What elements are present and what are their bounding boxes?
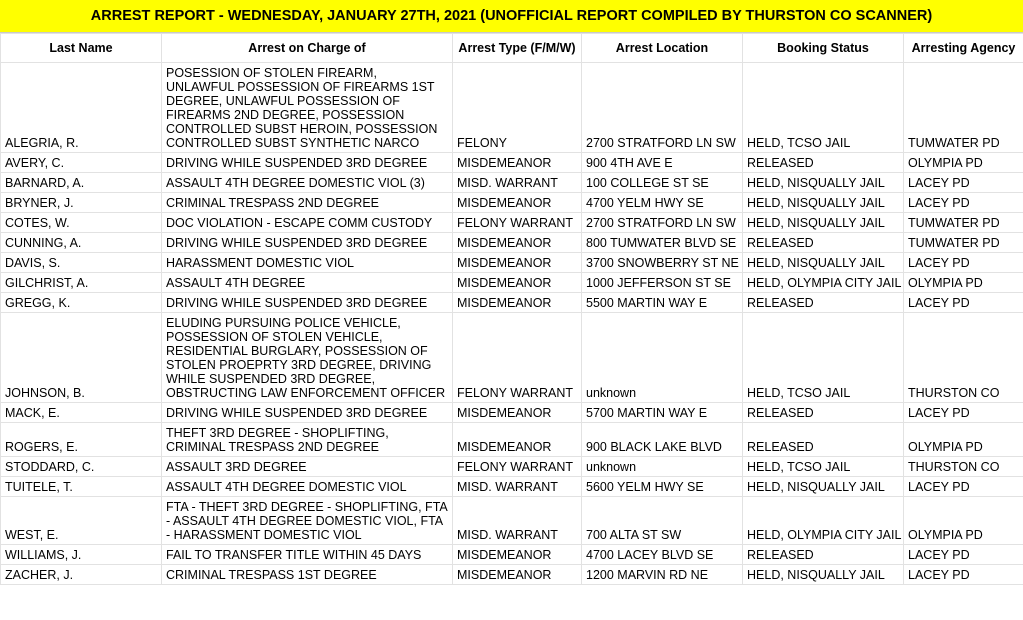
cell-booking-status[interactable]: RELEASED bbox=[743, 423, 904, 457]
arrest-table bbox=[0, 33, 1023, 585]
cell-location[interactable]: 5500 MARTIN WAY E bbox=[582, 293, 743, 313]
cell-booking-status[interactable]: HELD, NISQUALLY JAIL bbox=[743, 565, 904, 585]
cell-agency[interactable]: LACEY PD bbox=[904, 403, 1023, 423]
cell-agency[interactable]: OLYMPIA PD bbox=[904, 153, 1023, 173]
cell-arrest-type[interactable]: MISDEMEANOR bbox=[453, 233, 582, 253]
table-row bbox=[1, 565, 1023, 585]
cell-booking-status[interactable]: RELEASED bbox=[743, 233, 904, 253]
cell-agency[interactable]: TUMWATER PD bbox=[904, 233, 1023, 253]
report-title: ARREST REPORT - WEDNESDAY, JANUARY 27TH, 2021 (UNOFFICIAL REPORT COMPILED BY THURSTON CO SCANNER) bbox=[0, 0, 1023, 33]
cell-arrest-type[interactable]: FELONY WARRANT bbox=[453, 457, 582, 477]
cell-location[interactable]: unknown bbox=[582, 457, 743, 477]
table-row bbox=[1, 497, 1023, 545]
cell-agency[interactable]: LACEY PD bbox=[904, 545, 1023, 565]
cell-arrest-type[interactable]: FELONY WARRANT bbox=[453, 313, 582, 403]
cell-agency[interactable]: LACEY PD bbox=[904, 565, 1023, 585]
cell-agency[interactable]: OLYMPIA PD bbox=[904, 423, 1023, 457]
cell-charge[interactable]: FAIL TO TRANSFER TITLE WITHIN 45 DAYS bbox=[162, 545, 453, 565]
cell-arrest-type[interactable]: MISDEMEANOR bbox=[453, 153, 582, 173]
cell-agency[interactable]: OLYMPIA PD bbox=[904, 497, 1023, 545]
cell-charge[interactable]: ASSAULT 4TH DEGREE bbox=[162, 273, 453, 293]
table-row bbox=[1, 313, 1023, 403]
cell-location[interactable]: 900 4TH AVE E bbox=[582, 153, 743, 173]
table-row bbox=[1, 233, 1023, 253]
cell-arrest-type[interactable]: MISD. WARRANT bbox=[453, 477, 582, 497]
cell-location[interactable]: 5700 MARTIN WAY E bbox=[582, 403, 743, 423]
cell-arrest-type[interactable]: MISDEMEANOR bbox=[453, 423, 582, 457]
cell-last-name[interactable]: BRYNER, J. bbox=[1, 193, 162, 213]
cell-last-name[interactable]: AVERY, C. bbox=[1, 153, 162, 173]
col-header-arrest-type[interactable]: Arrest Type (F/M/W) bbox=[453, 34, 582, 63]
table-row bbox=[1, 63, 1023, 153]
cell-location[interactable]: unknown bbox=[582, 313, 743, 403]
cell-charge[interactable]: DRIVING WHILE SUSPENDED 3RD DEGREE bbox=[162, 233, 453, 253]
cell-booking-status[interactable]: HELD, TCSO JAIL bbox=[743, 457, 904, 477]
cell-last-name[interactable]: JOHNSON, B. bbox=[1, 313, 162, 403]
cell-arrest-type[interactable]: MISDEMEANOR bbox=[453, 193, 582, 213]
cell-booking-status[interactable]: HELD, NISQUALLY JAIL bbox=[743, 253, 904, 273]
cell-booking-status[interactable]: HELD, NISQUALLY JAIL bbox=[743, 173, 904, 193]
cell-location[interactable]: 100 COLLEGE ST SE bbox=[582, 173, 743, 193]
cell-charge[interactable]: ASSAULT 3RD DEGREE bbox=[162, 457, 453, 477]
cell-charge[interactable]: DRIVING WHILE SUSPENDED 3RD DEGREE bbox=[162, 403, 453, 423]
cell-arrest-type[interactable]: MISD. WARRANT bbox=[453, 497, 582, 545]
cell-charge[interactable]: POSESSION OF STOLEN FIREARM, UNLAWFUL POSSESSION OF FIREARMS 1ST DEGREE, UNLAWFUL POSSESSION OF FIREARMS 2ND DEGREE, POSSESSION CONTROLLED SUBST HEROIN, POSSESSION CONTROLLED SUBST SYNTHETIC NARCO bbox=[162, 63, 453, 153]
cell-agency[interactable]: OLYMPIA PD bbox=[904, 273, 1023, 293]
cell-charge[interactable]: ELUDING PURSUING POLICE VEHICLE, POSSESSION OF STOLEN VEHICLE, RESIDENTIAL BURGLARY, POSSESSION OF STOLEN PROEPRTY 3RD DEGREE, DRIVING WHILE SUSPENDED 3RD DEGREE, OBSTRUCTING LAW ENFORCEMENT OFFICER bbox=[162, 313, 453, 403]
cell-location[interactable]: 700 ALTA ST SW bbox=[582, 497, 743, 545]
cell-location[interactable]: 800 TUMWATER BLVD SE bbox=[582, 233, 743, 253]
col-header-last-name[interactable]: Last Name bbox=[1, 34, 162, 63]
cell-last-name[interactable]: DAVIS, S. bbox=[1, 253, 162, 273]
table-row bbox=[1, 477, 1023, 497]
cell-arrest-type[interactable]: MISDEMEANOR bbox=[453, 293, 582, 313]
table-row bbox=[1, 457, 1023, 477]
table-row bbox=[1, 293, 1023, 313]
cell-agency[interactable]: THURSTON CO bbox=[904, 457, 1023, 477]
cell-last-name[interactable]: ROGERS, E. bbox=[1, 423, 162, 457]
header-row bbox=[1, 34, 1023, 63]
col-header-agency[interactable]: Arresting Agency bbox=[904, 34, 1023, 63]
cell-booking-status[interactable]: HELD, NISQUALLY JAIL bbox=[743, 477, 904, 497]
cell-location[interactable]: 5600 YELM HWY SE bbox=[582, 477, 743, 497]
cell-last-name[interactable]: BARNARD, A. bbox=[1, 173, 162, 193]
cell-agency[interactable]: LACEY PD bbox=[904, 477, 1023, 497]
cell-charge[interactable]: ASSAULT 4TH DEGREE DOMESTIC VIOL bbox=[162, 477, 453, 497]
cell-last-name[interactable]: GREGG, K. bbox=[1, 293, 162, 313]
cell-arrest-type[interactable]: MISDEMEANOR bbox=[453, 545, 582, 565]
cell-booking-status[interactable]: RELEASED bbox=[743, 153, 904, 173]
cell-last-name[interactable]: ALEGRIA, R. bbox=[1, 63, 162, 153]
cell-arrest-type[interactable]: MISDEMEANOR bbox=[453, 403, 582, 423]
cell-charge[interactable]: DRIVING WHILE SUSPENDED 3RD DEGREE bbox=[162, 293, 453, 313]
table-row bbox=[1, 253, 1023, 273]
table-row bbox=[1, 403, 1023, 423]
cell-booking-status[interactable]: RELEASED bbox=[743, 403, 904, 423]
cell-agency[interactable]: LACEY PD bbox=[904, 173, 1023, 193]
cell-booking-status[interactable]: RELEASED bbox=[743, 545, 904, 565]
table-row bbox=[1, 173, 1023, 193]
cell-charge[interactable]: ASSAULT 4TH DEGREE DOMESTIC VIOL (3) bbox=[162, 173, 453, 193]
cell-location[interactable]: 1200 MARVIN RD NE bbox=[582, 565, 743, 585]
cell-booking-status[interactable]: HELD, NISQUALLY JAIL bbox=[743, 193, 904, 213]
cell-agency[interactable]: TUMWATER PD bbox=[904, 63, 1023, 153]
cell-last-name[interactable]: STODDARD, C. bbox=[1, 457, 162, 477]
cell-last-name[interactable]: WILLIAMS, J. bbox=[1, 545, 162, 565]
cell-last-name[interactable]: ZACHER, J. bbox=[1, 565, 162, 585]
cell-charge[interactable]: DOC VIOLATION - ESCAPE COMM CUSTODY bbox=[162, 213, 453, 233]
cell-agency[interactable]: TUMWATER PD bbox=[904, 213, 1023, 233]
cell-booking-status[interactable]: HELD, TCSO JAIL bbox=[743, 313, 904, 403]
cell-location[interactable]: 2700 STRATFORD LN SW bbox=[582, 213, 743, 233]
cell-last-name[interactable]: CUNNING, A. bbox=[1, 233, 162, 253]
cell-arrest-type[interactable]: MISDEMEANOR bbox=[453, 253, 582, 273]
cell-location[interactable]: 4700 YELM HWY SE bbox=[582, 193, 743, 213]
table-row bbox=[1, 423, 1023, 457]
cell-booking-status[interactable]: HELD, NISQUALLY JAIL bbox=[743, 213, 904, 233]
cell-last-name[interactable]: MACK, E. bbox=[1, 403, 162, 423]
cell-arrest-type[interactable]: MISDEMEANOR bbox=[453, 273, 582, 293]
cell-charge[interactable]: FTA - THEFT 3RD DEGREE - SHOPLIFTING, FTA - ASSAULT 4TH DEGREE DOMESTIC VIOL, FTA - HARASSMENT DOMESTIC VIOL bbox=[162, 497, 453, 545]
col-header-charge[interactable]: Arrest on Charge of bbox=[162, 34, 453, 63]
cell-last-name[interactable]: WEST, E. bbox=[1, 497, 162, 545]
cell-agency[interactable]: LACEY PD bbox=[904, 293, 1023, 313]
cell-agency[interactable]: LACEY PD bbox=[904, 253, 1023, 273]
cell-booking-status[interactable]: HELD, OLYMPIA CITY JAIL bbox=[743, 273, 904, 293]
cell-location[interactable]: 2700 STRATFORD LN SW bbox=[582, 63, 743, 153]
cell-charge[interactable]: CRIMINAL TRESPASS 2ND DEGREE bbox=[162, 193, 453, 213]
cell-agency[interactable]: LACEY PD bbox=[904, 193, 1023, 213]
cell-arrest-type[interactable]: FELONY bbox=[453, 63, 582, 153]
table-row bbox=[1, 193, 1023, 213]
cell-last-name[interactable]: COTES, W. bbox=[1, 213, 162, 233]
cell-booking-status[interactable]: HELD, OLYMPIA CITY JAIL bbox=[743, 497, 904, 545]
cell-charge[interactable]: CRIMINAL TRESPASS 1ST DEGREE bbox=[162, 565, 453, 585]
cell-location[interactable]: 3700 SNOWBERRY ST NE bbox=[582, 253, 743, 273]
table-row bbox=[1, 213, 1023, 233]
cell-booking-status[interactable]: RELEASED bbox=[743, 293, 904, 313]
cell-arrest-type[interactable]: FELONY WARRANT bbox=[453, 213, 582, 233]
cell-last-name[interactable]: TUITELE, T. bbox=[1, 477, 162, 497]
table-row bbox=[1, 273, 1023, 293]
cell-last-name[interactable]: GILCHRIST, A. bbox=[1, 273, 162, 293]
col-header-location[interactable]: Arrest Location bbox=[582, 34, 743, 63]
cell-arrest-type[interactable]: MISD. WARRANT bbox=[453, 173, 582, 193]
cell-charge[interactable]: DRIVING WHILE SUSPENDED 3RD DEGREE bbox=[162, 153, 453, 173]
cell-agency[interactable]: THURSTON CO bbox=[904, 313, 1023, 403]
table-row bbox=[1, 545, 1023, 565]
table-row bbox=[1, 153, 1023, 173]
cell-location[interactable]: 1000 JEFFERSON ST SE bbox=[582, 273, 743, 293]
cell-booking-status[interactable]: HELD, TCSO JAIL bbox=[743, 63, 904, 153]
cell-arrest-type[interactable]: MISDEMEANOR bbox=[453, 565, 582, 585]
cell-location[interactable]: 4700 LACEY BLVD SE bbox=[582, 545, 743, 565]
cell-charge[interactable]: THEFT 3RD DEGREE - SHOPLIFTING, CRIMINAL TRESPASS 2ND DEGREE bbox=[162, 423, 453, 457]
col-header-booking-status[interactable]: Booking Status bbox=[743, 34, 904, 63]
cell-charge[interactable]: HARASSMENT DOMESTIC VIOL bbox=[162, 253, 453, 273]
cell-location[interactable]: 900 BLACK LAKE BLVD bbox=[582, 423, 743, 457]
